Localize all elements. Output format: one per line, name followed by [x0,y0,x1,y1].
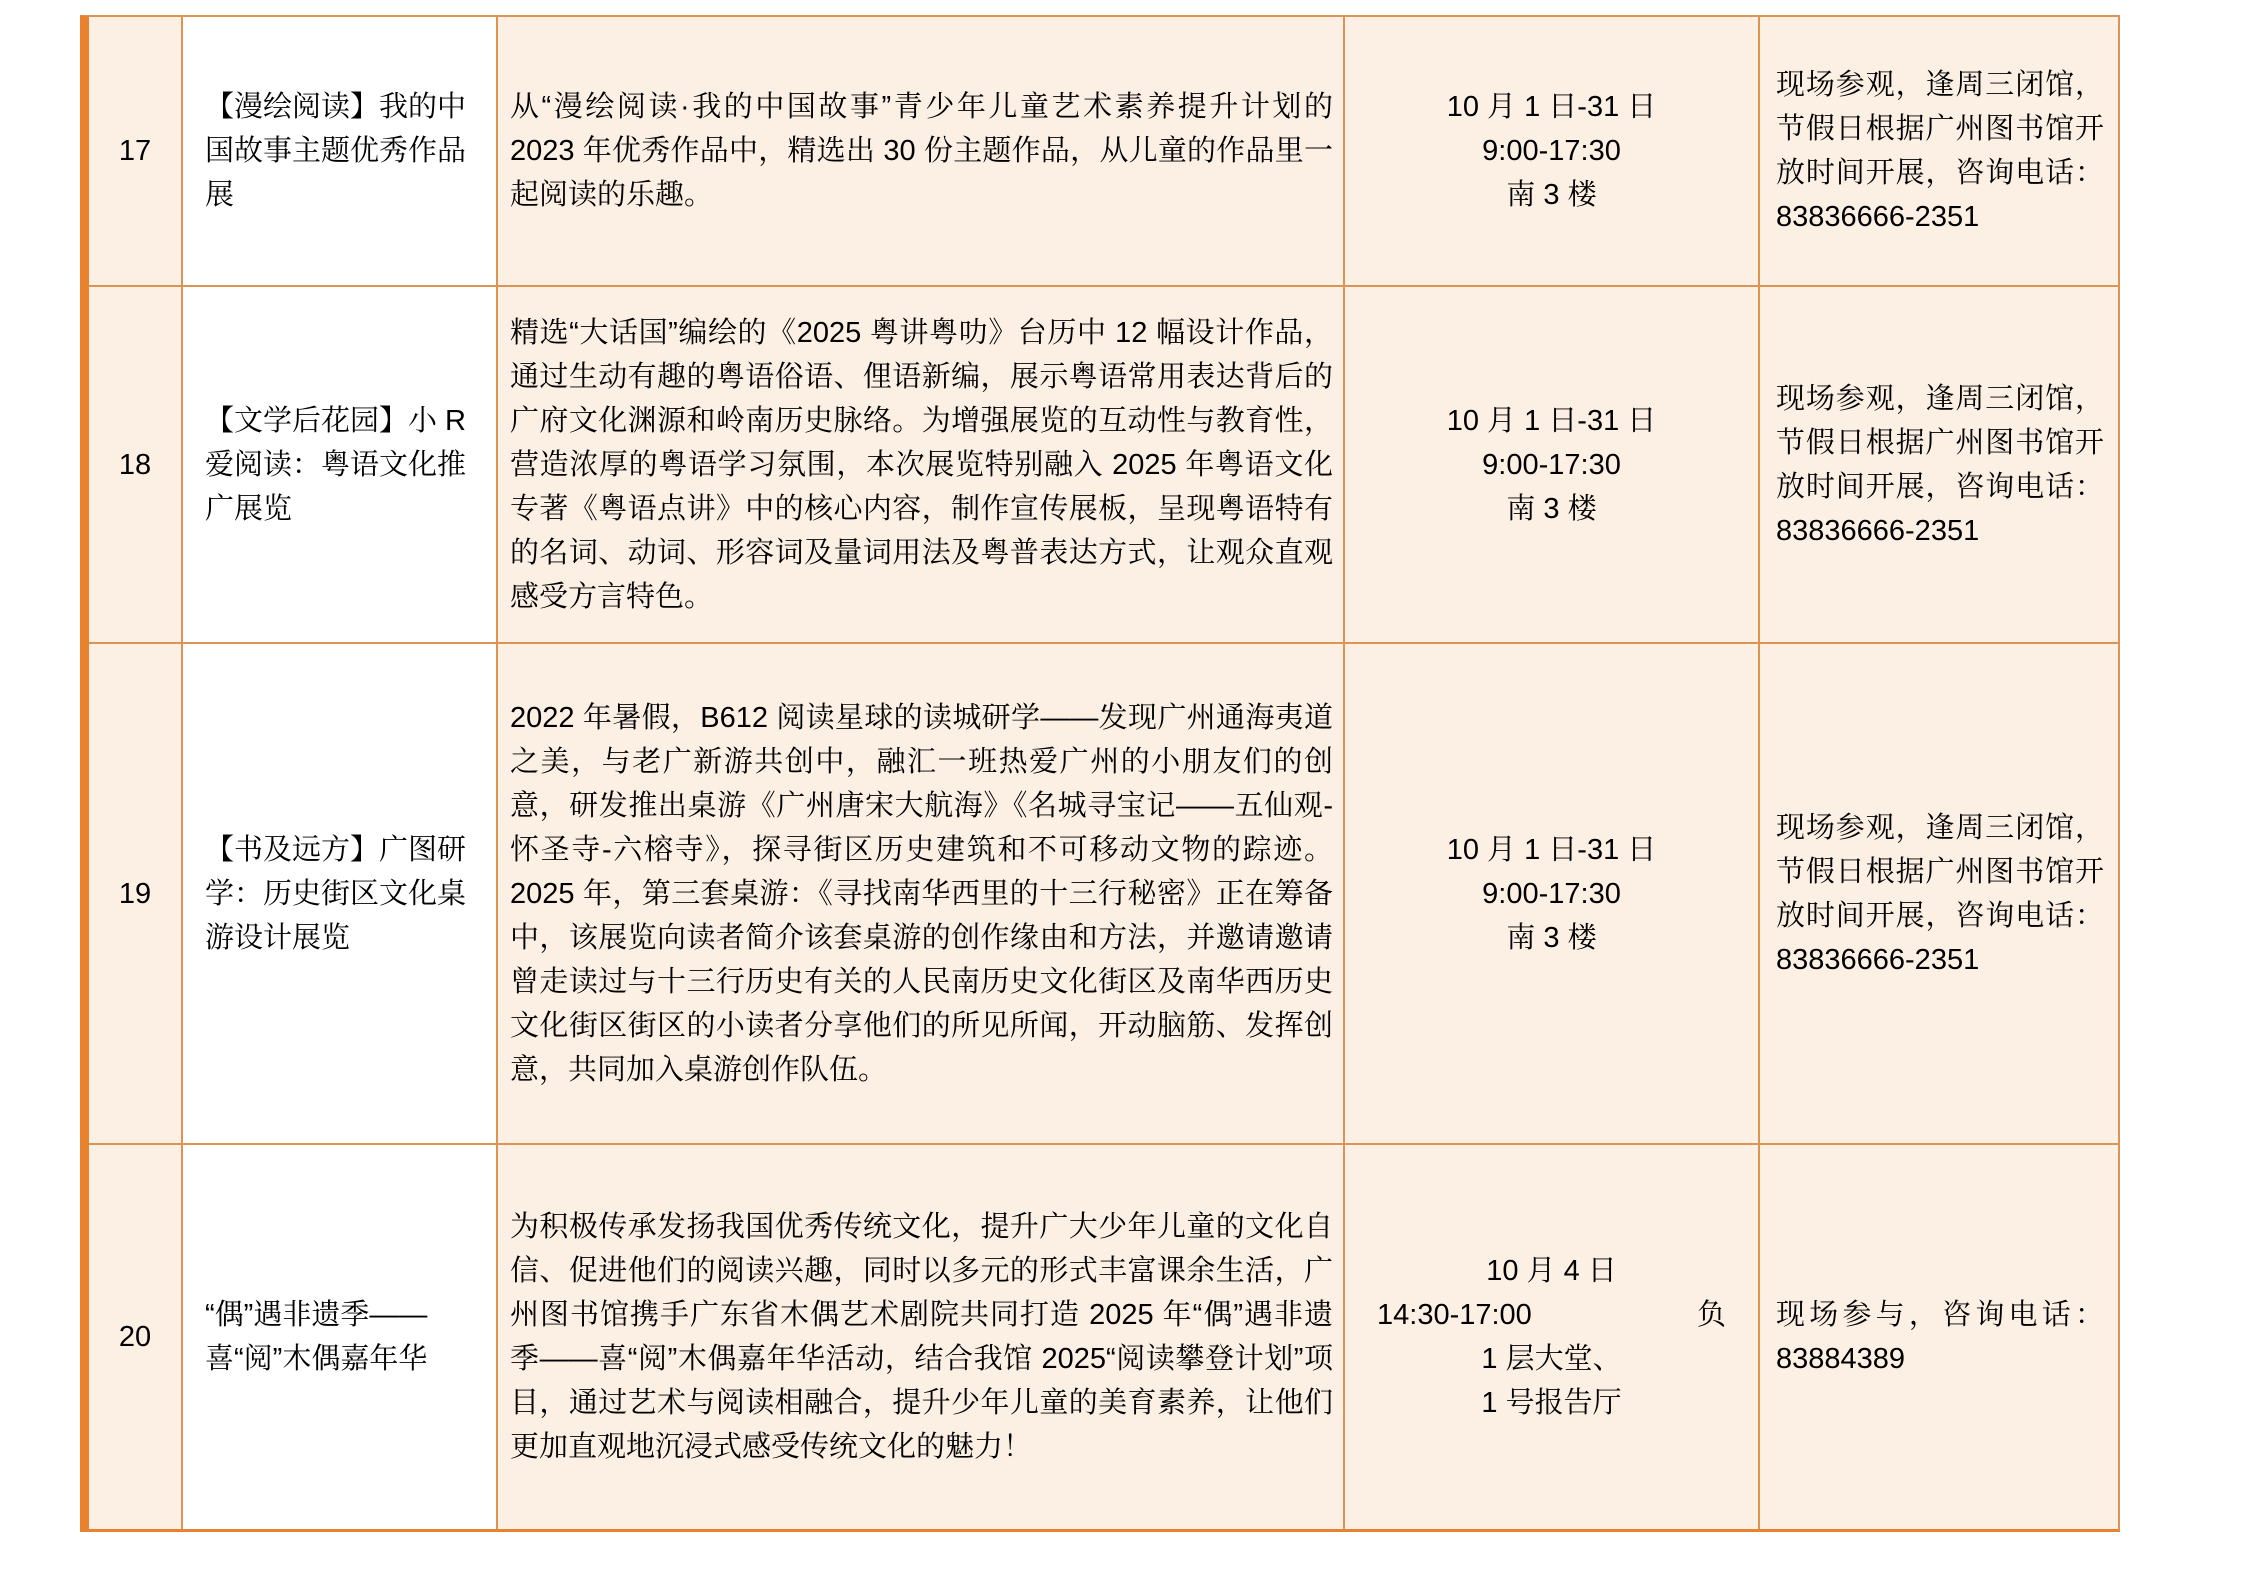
activity-title: “偶”遇非遗季——喜“阅”木偶嘉年华 [205,1299,428,1375]
row-number: 19 [118,877,152,910]
activity-title: 【漫绘阅读】我的中国故事主题优秀作品展 [205,91,467,211]
activity-description-cell [498,644,1343,1143]
schedule-date: 10 月 1 日-31 日 [1446,91,1657,123]
activities-table [80,15,2120,1532]
activity-title: 【文学后花园】小 R 爱阅读：粤语文化推广展览 [205,404,467,525]
participation-notes-cell [1760,17,2118,285]
schedule-location: 1 层大堂、 [1481,1343,1622,1375]
row-number: 17 [118,135,152,167]
row-number: 20 [118,1321,152,1353]
row-number-cell [89,1145,181,1529]
row-number: 18 [118,448,152,481]
schedule-floor-prefix: 负 [1696,1299,1726,1331]
row-number-cell [89,644,181,1143]
schedule-cell [1345,287,1758,642]
schedule-time: 14:30-17:00 [1377,1299,1532,1331]
schedule-cell [1345,644,1758,1143]
schedule-time: 9:00-17:30 [1482,135,1621,167]
schedule-time: 9:00-17:30 [1482,448,1621,481]
participation-notes: 现场参观，逢周三闭馆，节假日根据广州图书馆开放时间开展，咨询电话：83836666-2351 [1776,811,2104,976]
activity-description: 为积极传承发扬我国优秀传统文化，提升广大少年儿童的文化自信、促进他们的阅读兴趣，同时以多元的形式丰富课余生活，广州图书馆携手广东省木偶艺术剧院共同打造 2025 年“偶”遇非遗季——喜“阅”木偶嘉年华活动，结合我馆 2025“阅读攀登计划”项目，通过艺术与阅读相融合，提升少年儿童的美育素养，让他们更加直观地沉浸式感受传统文化的魅力！ [510,1211,1333,1463]
schedule-location: 南 3 楼 [1506,492,1597,525]
participation-notes-cell [1760,287,2118,642]
schedule-location: 南 3 楼 [1506,179,1597,211]
activity-description: 2022 年暑假，B612 阅读星球的读城研学——发现广州通海夷道之美，与老广新游共创中，融汇一班热爱广州的小朋友们的创意，研发推出桌游《广州唐宋大航海》《名城寻宝记——五仙观-怀圣寺-六榕寺》，探寻街区历史建筑和不可移动文物的踪迹。2025 年，第三套桌游：《寻找南华西里的十三行秘密》正在筹备中，该展览向读者简介该套桌游的创作缘由和方法，并邀请邀请曾走读过与十三行历史有关的人民南历史文化街区及南华西历史文化街区街区的小读者分享他们的所见所闻，开动脑筋、发挥创意，共同加入桌游创作队伍。 [510,701,1333,1086]
activity-title-cell [183,644,496,1143]
participation-notes: 现场参观，逢周三闭馆，节假日根据广州图书馆开放时间开展，咨询电话：83836666-2351 [1776,69,2104,233]
activity-description-cell [498,17,1343,285]
schedule-time-line [1345,1293,1758,1337]
activity-description: 精选“大话国”编绘的《2025 粤讲粤叻》台历中 12 幅设计作品，通过生动有趣的粤语俗语、俚语新编，展示粤语常用表达背后的广府文化渊源和岭南历史脉络。为增强展览的互动性与教育性，营造浓厚的粤语学习氛围，本次展览特别融入 2025 年粤语文化专著《粤语点讲》中的核心内容，制作宣传展板，呈现粤语特有的名词、动词、形容词及量词用法及粤普表达方式，让观众直观感受方言特色。 [510,316,1333,613]
schedule-date: 10 月 1 日-31 日 [1446,404,1657,437]
activity-description-cell [498,287,1343,642]
participation-notes: 现场参与，咨询电话：83884389 [1776,1299,2104,1375]
row-number-cell [89,17,181,285]
row-number-cell [89,287,181,642]
participation-notes-cell [1760,644,2118,1143]
schedule-location: 1 号报告厅 [1481,1387,1622,1419]
schedule-cell [1345,1145,1758,1529]
activity-description: 从“漫绘阅读·我的中国故事”青少年儿童艺术素养提升计划的 2023 年优秀作品中，精选出 30 份主题作品，从儿童的作品里一起阅读的乐趣。 [510,91,1333,211]
schedule-location: 南 3 楼 [1506,921,1597,954]
activity-description-cell [498,1145,1343,1529]
activity-title-cell [183,1145,496,1529]
activity-title: 【书及远方】广图研学：历史街区文化桌游设计展览 [205,833,467,954]
schedule-time: 9:00-17:30 [1482,877,1621,910]
schedule-date: 10 月 1 日-31 日 [1446,833,1657,866]
activity-title-cell [183,17,496,285]
participation-notes-cell [1760,1145,2118,1529]
activity-title-cell [183,287,496,642]
participation-notes: 现场参观，逢周三闭馆，节假日根据广州图书馆开放时间开展，咨询电话：83836666-2351 [1776,382,2104,547]
schedule-cell [1345,17,1758,285]
schedule-date: 10 月 4 日 [1486,1255,1617,1287]
